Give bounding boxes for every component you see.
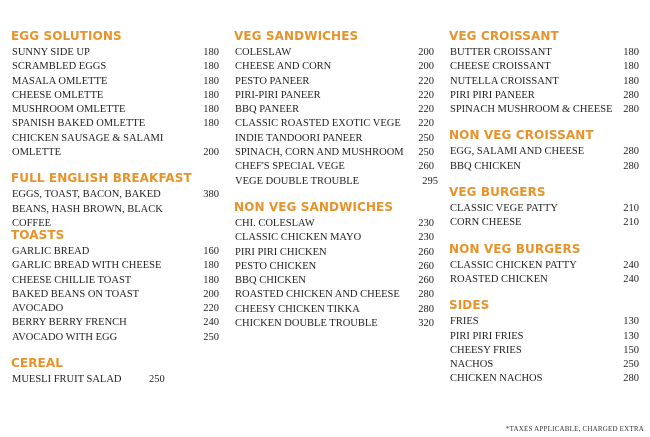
menu-item-name: CHICKEN NACHOS	[450, 373, 543, 385]
menu-item-name: CLASSIC VEGE PATTY	[450, 203, 558, 215]
menu-item-price: 250	[149, 374, 165, 386]
menu-item-price: 280	[623, 89, 639, 101]
menu-item-price: 320	[418, 318, 434, 330]
menu-item-price: 280	[418, 303, 434, 315]
section-heading-full-english-breakfast: FULL ENGLISH BREAKFAST	[11, 171, 192, 186]
menu-item	[449, 344, 639, 358]
menu-item	[234, 160, 434, 174]
menu-item-price: 280	[623, 146, 639, 158]
menu-item-price: 150	[623, 344, 639, 356]
menu-item-name: CHEESY CHICKEN TIKKA	[235, 303, 360, 315]
menu-item-price: 180	[203, 47, 219, 58]
menu-item	[449, 273, 639, 287]
section-heading-non-veg-burgers: NON VEG BURGERS	[449, 241, 581, 256]
menu-column-2	[234, 26, 438, 331]
menu-item-name: PIRI-PIRI PANEER	[235, 89, 321, 101]
menu-item-price: 200	[203, 288, 219, 300]
menu-item-price: 220	[418, 75, 434, 87]
menu-item-name: CHICKEN DOUBLE TROUBLE	[235, 318, 378, 330]
menu-item-price: 260	[418, 260, 434, 272]
menu-item-name: SPANISH BAKED OMLETTE	[12, 118, 146, 130]
section-heading-toasts: TOASTS	[11, 227, 65, 242]
menu-item-name: GARLIC BREAD WITH CHEESE	[12, 260, 162, 272]
menu-item	[11, 75, 219, 89]
menu-item	[11, 46, 219, 60]
menu-item-name: SCRAMBLED EGGS	[12, 61, 107, 73]
menu-item-price: 220	[418, 118, 434, 130]
menu-item-price: 220	[418, 89, 434, 101]
menu-item-name: PIRI PIRI CHICKEN	[235, 246, 327, 258]
section-heading-veg-burgers: VEG BURGERS	[449, 185, 546, 200]
menu-item-price: 180	[203, 61, 219, 73]
menu-item	[11, 188, 219, 229]
menu-item-price: 220	[203, 303, 219, 315]
menu-item	[234, 317, 434, 331]
menu-item-price: 240	[203, 317, 219, 329]
menu-item	[11, 132, 219, 161]
menu-item	[234, 246, 434, 260]
menu-item	[449, 89, 639, 103]
menu-item	[234, 75, 434, 89]
menu-item-name: CHEESY FRIES	[450, 344, 522, 356]
menu-item-price: 280	[623, 160, 639, 172]
menu-item-name: EGGS, TOAST, BACON, BAKED BEANS, HASH BROWN, BLACK COFFEE	[12, 189, 163, 229]
menu-item	[11, 288, 219, 302]
menu-item-name: BAKED BEANS ON TOAST	[12, 288, 140, 300]
menu-item-name: BBQ CHICKEN	[235, 275, 306, 287]
menu-item-name: CLASSIC CHICKEN MAYO	[235, 232, 362, 244]
menu-item-name: NUTELLA CROISSANT	[450, 75, 559, 87]
menu-item	[11, 245, 219, 259]
section-heading-sides: SIDES	[449, 298, 490, 313]
menu-item	[234, 117, 434, 131]
menu-item-price: 180	[623, 61, 639, 73]
menu-item-price: 240	[623, 259, 639, 271]
menu-item-name: CHI. COLESLAW	[235, 217, 315, 229]
menu-item	[234, 231, 434, 245]
menu-item-name: CLASSIC ROASTED EXOTIC VEGE	[235, 118, 401, 130]
menu-item-price: 200	[418, 47, 434, 58]
menu-item-price: 200	[418, 61, 434, 73]
menu-item	[234, 274, 434, 288]
menu-item-name: PESTO PANEER	[235, 75, 310, 87]
menu-item	[11, 89, 219, 103]
menu-item-name: AVOCADO WITH EGG	[12, 331, 118, 343]
menu-item-name: ROASTED CHICKEN AND CHEESE	[235, 289, 400, 301]
menu-item-price: 250	[203, 331, 219, 343]
menu-item-name: BBQ CHICKEN	[450, 160, 521, 172]
menu-item-name: EGG, SALAMI AND CHEESE	[450, 146, 585, 158]
menu-item-name: NACHOS	[450, 359, 494, 371]
menu-item-price: 130	[623, 330, 639, 342]
menu-item-price: 180	[203, 104, 219, 116]
menu-item	[449, 315, 639, 329]
menu-item	[11, 117, 219, 131]
menu-item	[234, 260, 434, 274]
menu-item-price: 180	[623, 47, 639, 58]
menu-item-price: 250	[418, 132, 434, 144]
menu-item	[11, 103, 219, 117]
menu-item-price: 260	[418, 275, 434, 287]
menu-item-price: 260	[418, 246, 434, 258]
menu-item-name: INDIE TANDOORI PANEER	[235, 132, 363, 144]
section-heading-egg-solutions: EGG SOLUTIONS	[11, 29, 122, 43]
menu-item-price: 180	[203, 260, 219, 272]
section-heading-veg-sandwiches: VEG SANDWICHES	[234, 29, 359, 43]
menu-item-name: CLASSIC CHICKEN PATTY	[450, 259, 577, 271]
menu-item	[449, 46, 639, 60]
menu-item	[11, 302, 219, 316]
menu-item	[234, 132, 434, 146]
menu-item-price: 280	[418, 289, 434, 301]
menu-item-price: 295	[422, 175, 438, 187]
menu-item	[449, 358, 639, 372]
menu-item-name: CHEESE OMLETTE	[12, 89, 104, 101]
menu-item-name: PIRI PIRI PANEER	[450, 89, 535, 101]
menu-item-name: CORN CHEESE	[450, 217, 522, 229]
menu-item-price: 250	[623, 359, 639, 371]
menu-item-price: 180	[203, 118, 219, 130]
menu-item-price: 160	[203, 245, 219, 257]
menu-item-name: CHEESE CROISSANT	[450, 61, 551, 73]
menu-item	[11, 316, 219, 330]
menu-item	[234, 146, 434, 160]
menu-item-name: CHICKEN SAUSAGE & SALAMI OMLETTE	[12, 132, 164, 159]
menu-item-price: 240	[623, 273, 639, 285]
menu-item-price: 280	[623, 373, 639, 385]
menu-item-name: SPINACH MUSHROOM & CHEESE	[450, 104, 613, 116]
section-heading-cereal: CEREAL	[11, 356, 63, 371]
menu-item	[11, 331, 219, 345]
menu-item	[234, 217, 434, 231]
menu-item	[449, 145, 639, 159]
menu-item-name: MUSHROOM OMLETTE	[12, 104, 126, 116]
menu-item	[449, 103, 639, 117]
menu-item	[449, 202, 639, 216]
menu-item-name: PIRI PIRI FRIES	[450, 330, 524, 342]
menu-item-price: 380	[203, 189, 219, 201]
menu-item-price: 230	[418, 232, 434, 244]
menu-item-name: FRIES	[450, 316, 479, 328]
menu-item-name: BERRY BERRY FRENCH	[12, 317, 127, 329]
menu-item	[234, 175, 438, 189]
menu-item-price: 130	[623, 316, 639, 328]
menu-item-name: CHEESE CHILLIE TOAST	[12, 274, 132, 286]
section-heading-non-veg-sandwiches: NON VEG SANDWICHES	[234, 199, 394, 214]
menu-item	[449, 60, 639, 74]
menu-item-name: CHEESE AND CORN	[235, 61, 332, 73]
menu-item-name: ROASTED CHICKEN	[450, 273, 548, 285]
menu-item-price: 210	[623, 203, 639, 215]
menu-item-name: VEGE DOUBLE TROUBLE	[235, 175, 360, 187]
menu-item-price: 260	[418, 161, 434, 173]
menu-item-name: COLESLAW	[235, 47, 292, 58]
menu-item-price: 180	[203, 75, 219, 87]
menu-item	[11, 60, 219, 74]
taxes-footnote: *TAXES APPLICABLE, CHARGED EXTRA	[505, 425, 644, 433]
menu-item-price: 180	[623, 75, 639, 87]
menu-item-name: BUTTER CROISSANT	[450, 47, 552, 58]
menu-item-price: 210	[623, 217, 639, 229]
menu-item	[234, 46, 434, 60]
section-heading-veg-croissant: VEG CROISSANT	[449, 29, 559, 43]
menu-item-name: SUNNY SIDE UP	[12, 47, 90, 58]
menu-item-price: 180	[203, 274, 219, 286]
menu-item	[234, 303, 434, 317]
menu-item-name: CHEF'S SPECIAL VEGE	[235, 161, 345, 173]
menu-item-name: MUESLI FRUIT SALAD	[12, 374, 122, 386]
menu-item-price: 280	[623, 104, 639, 116]
menu-item-price: 250	[418, 147, 434, 159]
menu-column-3	[449, 26, 639, 387]
menu-item-price: 220	[418, 104, 434, 116]
menu-item	[11, 259, 219, 273]
menu-item	[234, 89, 434, 103]
menu-item-price: 200	[203, 147, 219, 159]
menu-item	[449, 160, 639, 174]
menu-item-name: PESTO CHICKEN	[235, 260, 317, 272]
menu-item-price: 230	[418, 217, 434, 229]
menu-column-1	[11, 26, 219, 387]
menu-item	[234, 60, 434, 74]
menu-item-name: BBQ PANEER	[235, 104, 300, 116]
menu-item	[11, 373, 219, 387]
menu-item-price: 180	[203, 89, 219, 101]
menu-item	[449, 372, 639, 386]
menu-item	[234, 103, 434, 117]
menu-item-name: SPINACH, CORN AND MUSHROOM	[235, 147, 404, 159]
menu-item	[234, 288, 434, 302]
menu-item-name: MASALA OMLETTE	[12, 75, 108, 87]
menu-item	[449, 259, 639, 273]
menu-item	[449, 75, 639, 89]
menu-item-name: AVOCADO	[12, 303, 64, 315]
menu-item-name: GARLIC BREAD	[12, 245, 90, 257]
menu-item	[449, 216, 639, 230]
section-heading-non-veg-croissant: NON VEG CROISSANT	[449, 128, 594, 143]
menu-item	[449, 330, 639, 344]
menu-item	[11, 274, 219, 288]
